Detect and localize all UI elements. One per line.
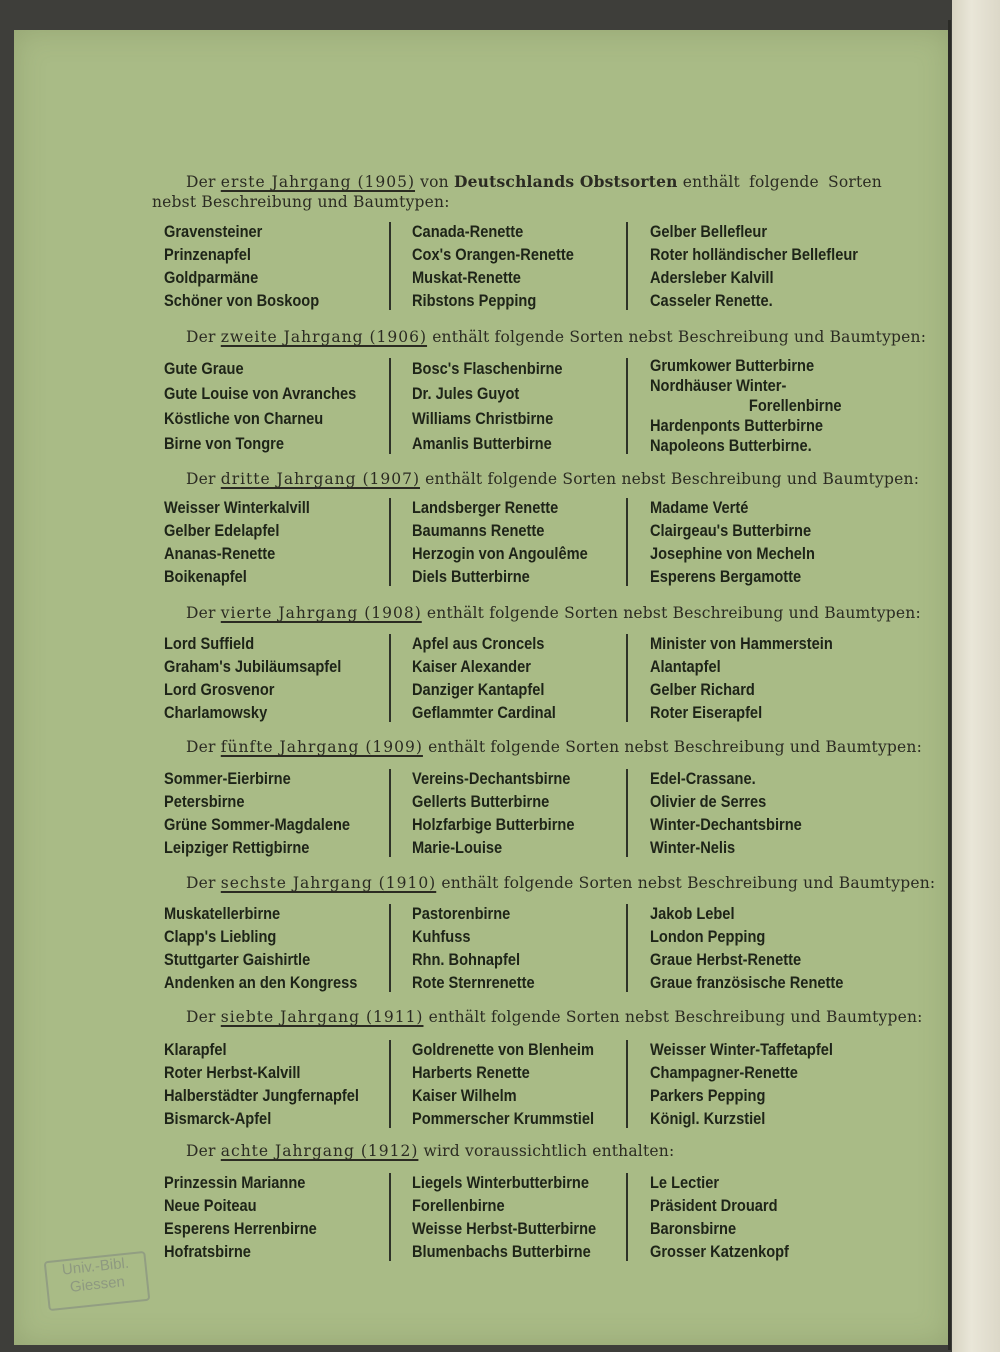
- sorten-column: [650, 356, 842, 456]
- list-item: Edel-Crassane.: [650, 769, 756, 788]
- sorten-column: [412, 1171, 596, 1263]
- list-item: Geflammter Cardinal: [412, 703, 556, 722]
- column-divider: [626, 904, 628, 992]
- list-item: Graham's Jubiläumsapfel: [164, 657, 342, 676]
- list-item: Gute Graue: [164, 359, 244, 378]
- list-item: Goldrenette von Blenheim: [412, 1040, 594, 1059]
- list-item: Champagner-Renette: [650, 1063, 798, 1082]
- list-item: Gute Louise von Avranches: [164, 384, 357, 403]
- column-divider: [389, 1040, 391, 1128]
- list-item: Napoleons Butterbirne.: [650, 436, 812, 455]
- list-item: Marie-Louise: [412, 838, 503, 857]
- list-item: Rote Sternrenette: [412, 973, 535, 992]
- column-divider: [626, 498, 628, 586]
- list-item: Williams Christbirne: [412, 409, 554, 428]
- list-item: Nordhäuser Winter-: [650, 376, 787, 395]
- section-heading: Der fünfte Jahrgang (1909) enthält folgende Sorten nebst Beschreibung und Baumtypen:: [186, 738, 923, 756]
- list-item: Sommer-Eierbirne: [164, 769, 291, 788]
- sorten-column: [650, 767, 802, 859]
- sorten-column: [412, 1038, 594, 1130]
- section-heading: Der achte Jahrgang (1912) wird voraussichtlich enthalten:: [186, 1142, 675, 1160]
- stamp-line: Univ.-Bibl.: [61, 1254, 130, 1279]
- list-item: Holzfarbige Butterbirne: [412, 815, 575, 834]
- list-item: Königl. Kurzstiel: [650, 1109, 766, 1128]
- edition-label: dritte Jahrgang (1907): [220, 470, 420, 488]
- list-item: Roter Eiserapfel: [650, 703, 763, 722]
- publication-title: Deutschlands Obstsorten: [453, 172, 678, 191]
- list-item: Roter Herbst-Kalvill: [164, 1063, 301, 1082]
- binding-edge: [948, 20, 951, 1350]
- section-heading: Der dritte Jahrgang (1907) enthält folgende Sorten nebst Beschreibung und Baumtypen:: [186, 470, 920, 488]
- list-item: Lord Grosvenor: [164, 680, 275, 699]
- list-item: Forellenbirne: [748, 396, 842, 415]
- list-item: Winter-Dechantsbirne: [650, 815, 802, 834]
- list-item: Prinzessin Marianne: [164, 1173, 306, 1192]
- list-item: Baumanns Renette: [412, 521, 545, 540]
- list-item: Andenken an den Kongress: [164, 973, 358, 992]
- list-item: Ananas-Renette: [164, 544, 276, 563]
- document-page: [14, 30, 950, 1345]
- list-item: Roter holländischer Bellefleur: [650, 245, 858, 264]
- sorten-column: [650, 1038, 833, 1130]
- sorten-column: [164, 496, 310, 588]
- edition-label: fünfte Jahrgang (1909): [220, 738, 423, 756]
- sorten-column: [412, 767, 574, 859]
- column-divider: [389, 358, 391, 454]
- list-item: Adersleber Kalvill: [650, 268, 774, 287]
- list-item: Prinzenapfel: [164, 245, 251, 264]
- edition-label: achte Jahrgang (1912): [220, 1142, 419, 1160]
- section-heading: Der zweite Jahrgang (1906) enthält folgende Sorten nebst Beschreibung und Baumtypen:: [186, 328, 927, 346]
- list-item: Olivier de Serres: [650, 792, 767, 811]
- list-item: Josephine von Mecheln: [650, 544, 815, 563]
- list-item: Parkers Pepping: [650, 1086, 766, 1105]
- list-item: Boikenapfel: [164, 567, 247, 586]
- list-item: Gelber Bellefleur: [650, 222, 768, 241]
- list-item: Vereins-Dechantsbirne: [412, 769, 571, 788]
- list-item: Köstliche von Charneu: [164, 409, 324, 428]
- list-item: Weisser Winter-Taffetapfel: [650, 1040, 833, 1059]
- list-item: Kaiser Alexander: [412, 657, 531, 676]
- list-item: Grüne Sommer-Magdalene: [164, 815, 351, 834]
- list-item: Esperens Herrenbirne: [164, 1219, 317, 1238]
- sorten-column: [164, 1171, 317, 1263]
- sorten-column: [412, 632, 556, 724]
- sorten-column: [164, 220, 319, 312]
- list-item: Bosc's Flaschenbirne: [412, 359, 563, 378]
- list-item: Casseler Renette.: [650, 291, 773, 310]
- sorten-column: [412, 356, 563, 456]
- list-item: Madame Verté: [650, 498, 749, 517]
- list-item: Graue Herbst-Renette: [650, 950, 802, 969]
- column-divider: [389, 1173, 391, 1261]
- column-divider: [389, 634, 391, 722]
- list-item: Ribstons Pepping: [412, 291, 537, 310]
- list-item: Schöner von Boskoop: [164, 291, 320, 310]
- list-item: Gelber Richard: [650, 680, 755, 699]
- list-item: Forellenbirne: [412, 1196, 505, 1215]
- list-item: Minister von Hammerstein: [650, 634, 833, 653]
- sorten-column: [164, 902, 357, 994]
- sorten-column: [650, 1171, 789, 1263]
- list-item: Hofratsbirne: [164, 1242, 251, 1261]
- list-item: Präsident Drouard: [650, 1196, 778, 1215]
- sorten-column: [650, 632, 833, 724]
- list-item: Esperens Bergamotte: [650, 567, 802, 586]
- section-heading: Der siebte Jahrgang (1911) enthält folgende Sorten nebst Beschreibung und Baumtypen:: [186, 1008, 923, 1026]
- list-item: Pommerscher Krummstiel: [412, 1109, 595, 1128]
- sorten-column: [412, 496, 588, 588]
- column-divider: [626, 1173, 628, 1261]
- list-item: Rhn. Bohnapfel: [412, 950, 521, 969]
- list-item: Herzogin von Angoulême: [412, 544, 588, 563]
- section-heading: Der erste Jahrgang (1905) von Deutschlands Obstsorten enthält folgende Sorten nebst Beschreibung und Baumtypen:: [152, 172, 882, 211]
- column-divider: [389, 769, 391, 857]
- list-item: Alantapfel: [650, 657, 721, 676]
- list-item: Petersbirne: [164, 792, 245, 811]
- list-item: Muskat-Renette: [412, 268, 521, 287]
- edition-label: erste Jahrgang (1905): [220, 173, 416, 191]
- column-divider: [626, 634, 628, 722]
- edition-label: vierte Jahrgang (1908): [220, 604, 422, 622]
- list-item: Danziger Kantapfel: [412, 680, 545, 699]
- list-item: Pastorenbirne: [412, 904, 511, 923]
- edition-label: siebte Jahrgang (1911): [220, 1008, 424, 1026]
- sorten-column: [412, 220, 574, 312]
- column-divider: [389, 498, 391, 586]
- column-divider: [626, 222, 628, 310]
- sorten-column: [650, 496, 815, 588]
- list-item: Neue Poiteau: [164, 1196, 257, 1215]
- column-divider: [626, 769, 628, 857]
- edition-label: sechste Jahrgang (1910): [220, 874, 437, 892]
- list-item: Landsberger Renette: [412, 498, 559, 517]
- list-item: Dr. Jules Guyot: [412, 384, 520, 403]
- list-item: Diels Butterbirne: [412, 567, 530, 586]
- sorten-column: [164, 632, 341, 724]
- list-item: Winter-Nelis: [650, 838, 736, 857]
- sorten-column: [164, 356, 356, 456]
- sorten-column: [164, 767, 350, 859]
- list-item: Charlamowsky: [164, 703, 268, 722]
- column-divider: [626, 358, 628, 454]
- list-item: Apfel aus Croncels: [412, 634, 545, 653]
- list-item: Weisse Herbst-Butterbirne: [412, 1219, 597, 1238]
- sorten-column: [650, 902, 843, 994]
- list-item: Le Lectier: [650, 1173, 720, 1192]
- sorten-column: [412, 902, 535, 994]
- list-item: Graue französische Renette: [650, 973, 844, 992]
- list-item: Kuhfuss: [412, 927, 471, 946]
- list-item: Grosser Katzenkopf: [650, 1242, 789, 1261]
- list-item: Halberstädter Jungfernapfel: [164, 1086, 359, 1105]
- edition-label: zweite Jahrgang (1906): [220, 328, 428, 346]
- list-item: Hardenponts Butterbirne: [650, 416, 824, 435]
- list-item: Canada-Renette: [412, 222, 524, 241]
- list-item: Leipziger Rettigbirne: [164, 838, 310, 857]
- list-item: Amanlis Butterbirne: [412, 434, 552, 453]
- list-item: Muskatellerbirne: [164, 904, 281, 923]
- list-item: Baronsbirne: [650, 1219, 737, 1238]
- list-item: Gravensteiner: [164, 222, 263, 241]
- list-item: Harberts Renette: [412, 1063, 530, 1082]
- list-item: Stuttgarter Gaishirtle: [164, 950, 311, 969]
- list-item: Klarapfel: [164, 1040, 227, 1059]
- list-item: Gelber Edelapfel: [164, 521, 280, 540]
- list-item: Liegels Winterbutterbirne: [412, 1173, 589, 1192]
- column-divider: [389, 222, 391, 310]
- column-divider: [626, 1040, 628, 1128]
- library-stamp: [44, 1251, 151, 1311]
- list-item: Kaiser Wilhelm: [412, 1086, 517, 1105]
- list-item: Clairgeau's Butterbirne: [650, 521, 812, 540]
- list-item: Clapp's Liebling: [164, 927, 277, 946]
- list-item: Gellerts Butterbirne: [412, 792, 550, 811]
- sorten-column: [650, 220, 858, 312]
- list-item: Bismarck-Apfel: [164, 1109, 272, 1128]
- list-item: Cox's Orangen-Renette: [412, 245, 574, 264]
- list-item: London Pepping: [650, 927, 766, 946]
- list-item: Jakob Lebel: [650, 904, 735, 923]
- list-item: Birne von Tongre: [164, 434, 284, 453]
- list-item: Lord Suffield: [164, 634, 255, 653]
- column-divider: [389, 904, 391, 992]
- list-item: Blumenbachs Butterbirne: [412, 1242, 591, 1261]
- list-item: Weisser Winterkalvill: [164, 498, 310, 517]
- list-item: Grumkower Butterbirne: [650, 356, 815, 375]
- stamp-line: Giessen: [69, 1273, 126, 1296]
- list-item: Goldparmäne: [164, 268, 259, 287]
- section-heading: Der vierte Jahrgang (1908) enthält folgende Sorten nebst Beschreibung und Baumtypen:: [186, 604, 921, 622]
- section-heading: Der sechste Jahrgang (1910) enthält folgende Sorten nebst Beschreibung und Baumtypen:: [186, 874, 936, 892]
- next-page-edge: [952, 0, 1000, 1352]
- sorten-column: [164, 1038, 359, 1130]
